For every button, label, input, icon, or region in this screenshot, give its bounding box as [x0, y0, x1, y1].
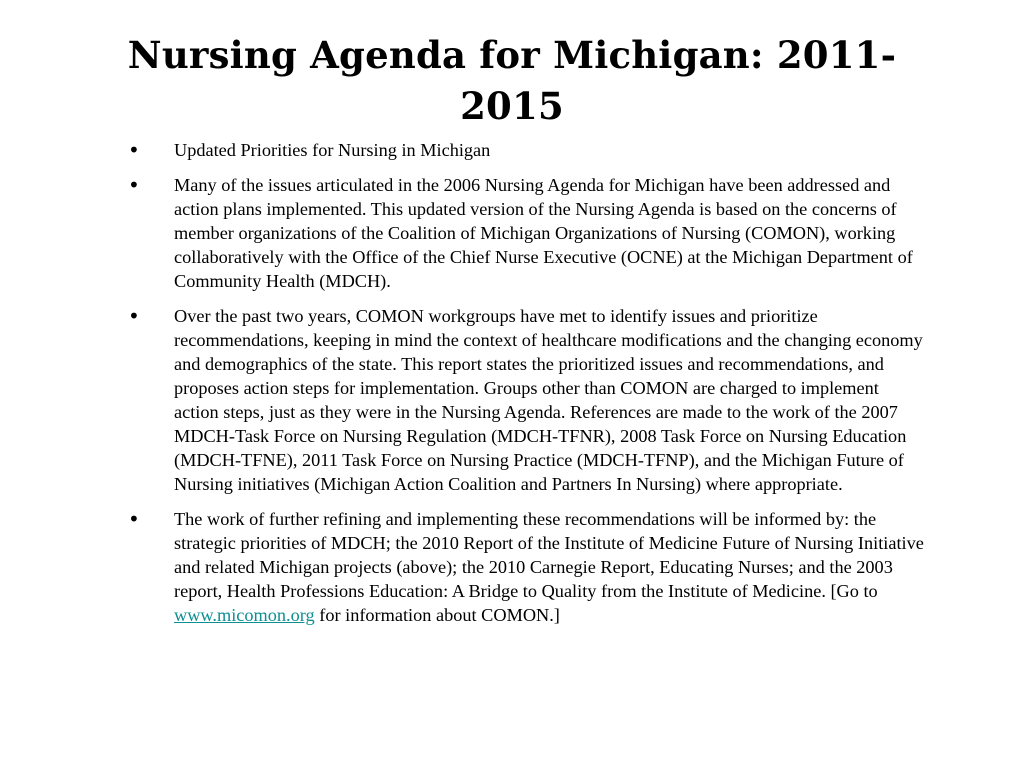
bullet-item-1: [128, 138, 928, 162]
slide-title: Nursing Agenda for Michigan: 2011-2015: [127, 33, 897, 128]
bullet-icon: •: [128, 138, 140, 162]
bullet-text: Updated Priorities for Nursing in Michigan: [174, 140, 491, 160]
bullet-item-4: [128, 507, 928, 627]
bullet-list: [128, 138, 928, 638]
bullet-item-2: [128, 173, 928, 293]
bullet-text: The work of further refining and implementing these recommendations will be informed by: the strategic priorities of MDCH; the 2010 Report of the Institute of Medicine Future of Nursing Initiative and related Michigan projects (above); the 2010 Carnegie Report, Educating Nurses; and the 2003 report, Health Professions Education: A Bridge to Quality from the Institute of Medicine. [Go to: [174, 509, 924, 601]
bullet-icon: •: [128, 304, 140, 328]
bullet-icon: •: [128, 173, 140, 197]
bullet-text: Over the past two years, COMON workgroups have met to identify issues and prioritize recommendations, keeping in mind the context of healthcare modifications and the changing economy and demographics of the state. This report states the prioritized issues and recommendations, and proposes action steps for implementation. Groups other than COMON are charged to implement action steps, just as they were in the Nursing Agenda. References are made to the work of the 2007 MDCH-Task Force on Nursing Regulation (MDCH-TFNR), 2008 Task Force on Nursing Education (MDCH-TFNE), 2011 Task Force on Nursing Practice (MDCH-TFNP), and the Michigan Future of Nursing initiatives (Michigan Action Coalition and Partners In Nursing) where appropriate.: [174, 306, 923, 494]
bullet-item-3: [128, 304, 928, 496]
bullet-text-after-link: for information about COMON.]: [314, 605, 560, 625]
micomon-link[interactable]: www.micomon.org: [174, 605, 315, 625]
bullet-text: Many of the issues articulated in the 2006 Nursing Agenda for Michigan have been addressed and action plans implemented. This updated version of the Nursing Agenda is based on the concerns of member organizations of the Coalition of Michigan Organizations of Nursing (COMON), working collaboratively with the Office of the Chief Nurse Executive (OCNE) at the Michigan Department of Community Health (MDCH).: [174, 175, 913, 291]
bullet-icon: •: [128, 507, 140, 531]
